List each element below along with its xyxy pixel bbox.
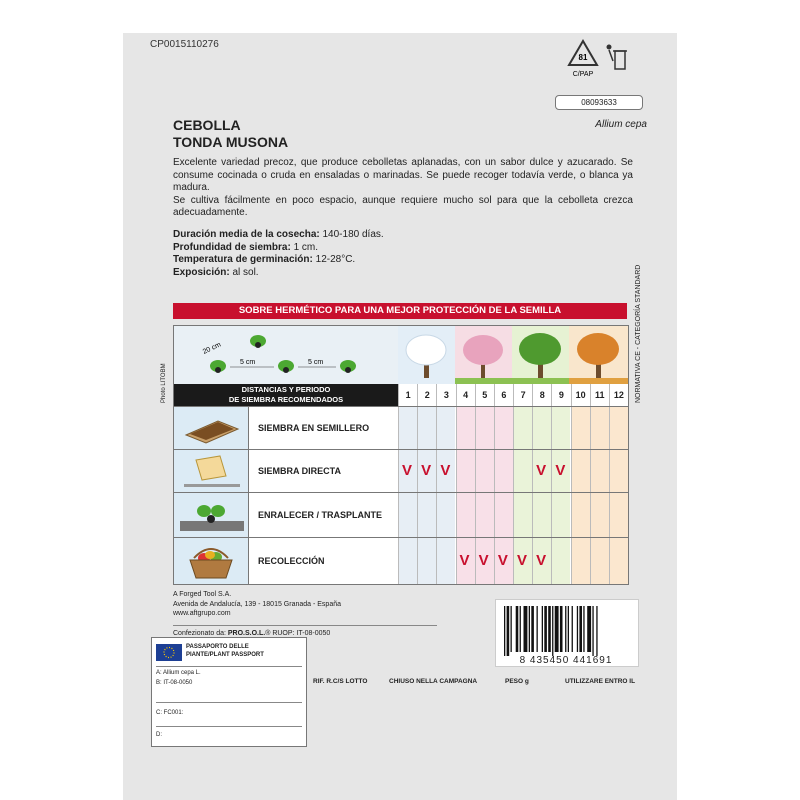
month-number: 6 bbox=[495, 384, 513, 407]
barcode-number: 8 435450 441691 bbox=[519, 655, 613, 666]
product-code: CP0015110276 bbox=[150, 39, 219, 50]
month-number: 8 bbox=[533, 384, 551, 407]
month-number: 12 bbox=[610, 384, 628, 407]
vegetable-basket-icon bbox=[174, 538, 249, 584]
sowing-tick-mark: V bbox=[440, 461, 451, 479]
lot-number: 08093633 bbox=[555, 95, 643, 110]
fact-exposure: Exposición: al sol. bbox=[173, 266, 259, 278]
weight-label: PESO g bbox=[505, 678, 529, 685]
month-number: 10 bbox=[572, 384, 590, 407]
growing-facts bbox=[173, 229, 384, 279]
sowing-tick-mark: V bbox=[478, 551, 489, 569]
campaign-closed: CHIUSO NELLA CAMPAGNA bbox=[389, 678, 478, 685]
description-paragraph: Excelente variedad precoz, que produce cebolletas aplanadas, con un sabor dulce y azucarado. Se consume cocinada o cruda en ensaladas o marinadas. Se puede recoger todavía verde, o blanca ya madura. bbox=[173, 157, 633, 193]
row-label: SIEMBRA DIRECTA bbox=[258, 466, 341, 476]
month-number: 3 bbox=[437, 384, 455, 407]
row-seedbed bbox=[174, 406, 628, 449]
packed-by: Confezionato da: PRO.S.O.L.® RUOP: IT-08-0050 bbox=[173, 630, 331, 637]
row-thinning bbox=[174, 492, 628, 537]
seed-packet-icon bbox=[174, 450, 249, 492]
month-number: 1 bbox=[399, 384, 417, 407]
sowing-tick-mark: V bbox=[536, 551, 547, 569]
svg-text:81: 81 bbox=[578, 53, 588, 62]
sowing-tick-mark: V bbox=[555, 461, 566, 479]
product-name-line1: CEBOLLA bbox=[173, 117, 241, 133]
autumn-tree-icon bbox=[569, 326, 628, 384]
spring-tree-icon bbox=[455, 326, 512, 384]
seed-packet-back bbox=[123, 33, 677, 800]
fact-depth: Profundidad de siembra: 1 cm. bbox=[173, 241, 319, 253]
description-paragraph: Se cultiva fácilmente en poco espacio, aunque requiere mucho sol para que la cebolleta crezca adecuadamente. bbox=[173, 194, 633, 218]
row-label: ENRALECER / TRASPLANTE bbox=[258, 510, 383, 520]
sowing-calendar bbox=[173, 325, 629, 585]
recycle-icon bbox=[563, 39, 633, 79]
seedling-transplant-icon bbox=[174, 493, 249, 537]
month-number: 7 bbox=[514, 384, 532, 407]
fact-temperature: Temperatura de germinación: 12-28°C. bbox=[173, 254, 356, 265]
svg-text:C/PAP: C/PAP bbox=[572, 71, 594, 78]
company-address: A Forged Tool S.A. Avenida de Andalucía, 139 - 18015 Granada - España www.aftgrupo.com bbox=[173, 591, 341, 617]
sowing-tick-mark: V bbox=[459, 551, 470, 569]
sowing-tick-mark: V bbox=[421, 461, 432, 479]
seasons-illustration bbox=[398, 326, 628, 384]
calendar-header: DISTANCIAS Y PERIODO DE SIEMBRA RECOMENDADOS bbox=[174, 384, 398, 406]
product-name-line2: TONDA MUSONA bbox=[173, 134, 289, 150]
latin-name: Allium cepa bbox=[595, 119, 647, 130]
sowing-tick-mark: V bbox=[401, 461, 412, 479]
use-by-label: UTILIZZARE ENTRO IL bbox=[565, 678, 636, 685]
sowing-tick-mark: V bbox=[516, 551, 527, 569]
svg-text:20 cm: 20 cm bbox=[201, 341, 223, 356]
seed-tray-icon bbox=[174, 407, 249, 449]
month-number: 5 bbox=[476, 384, 494, 407]
protection-banner: SOBRE HERMÉTICO PARA UNA MEJOR PROTECCIÓN DE LA SEMILLA bbox=[173, 303, 627, 319]
winter-tree-icon bbox=[398, 326, 455, 384]
fact-harvest: Duración media de la cosecha: 140-180 días. bbox=[173, 229, 384, 240]
svg-text:5 cm: 5 cm bbox=[240, 359, 256, 366]
row-label: SIEMBRA EN SEMILLERO bbox=[258, 423, 370, 433]
summer-tree-icon bbox=[512, 326, 569, 384]
divider bbox=[173, 625, 437, 626]
row-harvest bbox=[174, 537, 628, 584]
month-number: 9 bbox=[552, 384, 570, 407]
row-label: RECOLECCIÓN bbox=[258, 556, 325, 566]
sowing-tick-mark: V bbox=[497, 551, 508, 569]
svg-text:5 cm: 5 cm bbox=[308, 359, 324, 366]
spacing-illustration bbox=[174, 326, 398, 384]
month-number: 11 bbox=[591, 384, 609, 407]
lot-reference: RIF. R.C/S LOTTO bbox=[313, 678, 368, 685]
bin-icon bbox=[607, 45, 628, 70]
photo-credit: Photo LITOBM bbox=[161, 363, 167, 403]
eu-flag-icon bbox=[156, 644, 182, 661]
month-number: 4 bbox=[457, 384, 475, 407]
description bbox=[173, 157, 633, 220]
month-number: 2 bbox=[418, 384, 436, 407]
sowing-tick-mark: V bbox=[536, 461, 547, 479]
regulation-note: NORMATIVA CE - CATEGORÍA STANDARD bbox=[635, 264, 642, 403]
product-title bbox=[173, 117, 288, 151]
plant-passport: PASSAPORTO DELLE PIANTE/PLANT PASSPORT A: Allium cepa L. B: IT-08-0050 C: FC001: D: bbox=[151, 637, 307, 747]
